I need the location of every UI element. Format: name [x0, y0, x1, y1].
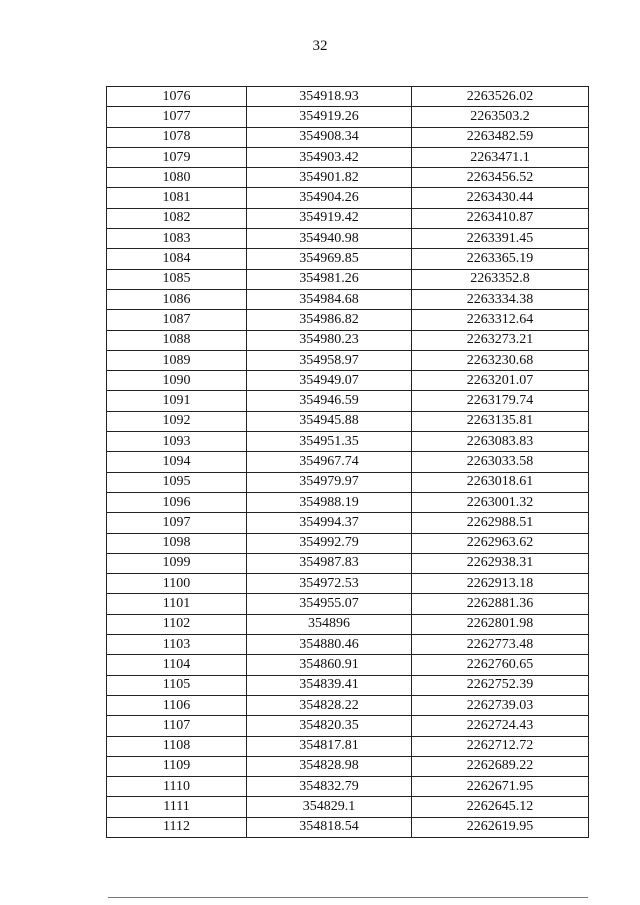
table-row: [107, 574, 589, 594]
point-number-cell: 1086: [107, 289, 247, 309]
y-coordinate-cell: 2263179.74: [412, 391, 589, 411]
x-coordinate-cell: 354820.35: [247, 716, 412, 736]
table-row: [107, 371, 589, 391]
x-coordinate-cell: 354817.81: [247, 736, 412, 756]
y-coordinate-cell: 2262752.39: [412, 675, 589, 695]
table-row: [107, 269, 589, 289]
point-number-cell: 1093: [107, 432, 247, 452]
point-number-cell: 1106: [107, 695, 247, 715]
point-number-cell: 1102: [107, 614, 247, 634]
y-coordinate-cell: 2263391.45: [412, 229, 589, 249]
x-coordinate-cell: 354908.34: [247, 127, 412, 147]
x-coordinate-cell: 354992.79: [247, 533, 412, 553]
y-coordinate-cell: 2263135.81: [412, 411, 589, 431]
table-row: [107, 350, 589, 370]
y-coordinate-cell: 2262724.43: [412, 716, 589, 736]
bottom-rule: [108, 897, 588, 898]
table-row: [107, 310, 589, 330]
point-number-cell: 1091: [107, 391, 247, 411]
table-row: [107, 797, 589, 817]
x-coordinate-cell: 354979.97: [247, 472, 412, 492]
table-row: [107, 229, 589, 249]
point-number-cell: 1098: [107, 533, 247, 553]
y-coordinate-cell: 2262988.51: [412, 513, 589, 533]
y-coordinate-cell: 2263273.21: [412, 330, 589, 350]
y-coordinate-cell: 2263526.02: [412, 87, 589, 107]
page-number: 32: [312, 38, 328, 54]
point-number-cell: 1088: [107, 330, 247, 350]
x-coordinate-cell: 354949.07: [247, 371, 412, 391]
table-row: [107, 107, 589, 127]
point-number-cell: 1111: [107, 797, 247, 817]
y-coordinate-cell: 2262712.72: [412, 736, 589, 756]
y-coordinate-cell: 2262938.31: [412, 553, 589, 573]
table-row: [107, 249, 589, 269]
point-number-cell: 1103: [107, 635, 247, 655]
table-row: [107, 391, 589, 411]
table-row: [107, 655, 589, 675]
x-coordinate-cell: 354988.19: [247, 492, 412, 512]
x-coordinate-cell: 354940.98: [247, 229, 412, 249]
point-number-cell: 1083: [107, 229, 247, 249]
point-number-cell: 1112: [107, 817, 247, 837]
y-coordinate-cell: 2263410.87: [412, 208, 589, 228]
y-coordinate-cell: 2262913.18: [412, 574, 589, 594]
table-row: [107, 756, 589, 776]
point-number-cell: 1101: [107, 594, 247, 614]
x-coordinate-cell: 354919.42: [247, 208, 412, 228]
x-coordinate-cell: 354981.26: [247, 269, 412, 289]
point-number-cell: 1089: [107, 350, 247, 370]
point-number-cell: 1081: [107, 188, 247, 208]
y-coordinate-cell: 2263365.19: [412, 249, 589, 269]
x-coordinate-cell: 354901.82: [247, 168, 412, 188]
point-number-cell: 1095: [107, 472, 247, 492]
x-coordinate-cell: 354951.35: [247, 432, 412, 452]
x-coordinate-cell: 354896: [247, 614, 412, 634]
point-number-cell: 1090: [107, 371, 247, 391]
table-row: [107, 472, 589, 492]
x-coordinate-cell: 354904.26: [247, 188, 412, 208]
point-number-cell: 1105: [107, 675, 247, 695]
x-coordinate-cell: 354918.93: [247, 87, 412, 107]
x-coordinate-cell: 354946.59: [247, 391, 412, 411]
y-coordinate-cell: 2263352.8: [412, 269, 589, 289]
table-row: [107, 330, 589, 350]
point-number-cell: 1099: [107, 553, 247, 573]
y-coordinate-cell: 2262645.12: [412, 797, 589, 817]
point-number-cell: 1110: [107, 777, 247, 797]
point-number-cell: 1080: [107, 168, 247, 188]
x-coordinate-cell: 354828.98: [247, 756, 412, 776]
table-row: [107, 432, 589, 452]
point-number-cell: 1108: [107, 736, 247, 756]
table-row: [107, 411, 589, 431]
table-row: [107, 289, 589, 309]
x-coordinate-cell: 354967.74: [247, 452, 412, 472]
table-row: [107, 168, 589, 188]
point-number-cell: 1094: [107, 452, 247, 472]
x-coordinate-cell: 354880.46: [247, 635, 412, 655]
table-row: [107, 675, 589, 695]
x-coordinate-cell: 354986.82: [247, 310, 412, 330]
x-coordinate-cell: 354980.23: [247, 330, 412, 350]
y-coordinate-cell: 2262760.65: [412, 655, 589, 675]
point-number-cell: 1085: [107, 269, 247, 289]
y-coordinate-cell: 2262739.03: [412, 695, 589, 715]
table-row: [107, 188, 589, 208]
point-number-cell: 1097: [107, 513, 247, 533]
coordinates-table: [106, 86, 589, 838]
table-row: [107, 777, 589, 797]
table-row: [107, 513, 589, 533]
coordinates-table-body: [107, 87, 589, 838]
table-row: [107, 533, 589, 553]
x-coordinate-cell: 354903.42: [247, 147, 412, 167]
point-number-cell: 1109: [107, 756, 247, 776]
x-coordinate-cell: 354919.26: [247, 107, 412, 127]
y-coordinate-cell: 2263430.44: [412, 188, 589, 208]
y-coordinate-cell: 2263334.38: [412, 289, 589, 309]
table-row: [107, 594, 589, 614]
point-number-cell: 1100: [107, 574, 247, 594]
y-coordinate-cell: 2263503.2: [412, 107, 589, 127]
x-coordinate-cell: 354860.91: [247, 655, 412, 675]
x-coordinate-cell: 354832.79: [247, 777, 412, 797]
x-coordinate-cell: 354818.54: [247, 817, 412, 837]
x-coordinate-cell: 354987.83: [247, 553, 412, 573]
y-coordinate-cell: 2263083.83: [412, 432, 589, 452]
y-coordinate-cell: 2262689.22: [412, 756, 589, 776]
x-coordinate-cell: 354969.85: [247, 249, 412, 269]
point-number-cell: 1087: [107, 310, 247, 330]
y-coordinate-cell: 2262963.62: [412, 533, 589, 553]
y-coordinate-cell: 2263018.61: [412, 472, 589, 492]
table-row: [107, 817, 589, 837]
y-coordinate-cell: 2263471.1: [412, 147, 589, 167]
table-row: [107, 492, 589, 512]
x-coordinate-cell: 354972.53: [247, 574, 412, 594]
x-coordinate-cell: 354945.88: [247, 411, 412, 431]
table-row: [107, 695, 589, 715]
y-coordinate-cell: 2262773.48: [412, 635, 589, 655]
x-coordinate-cell: 354955.07: [247, 594, 412, 614]
x-coordinate-cell: 354828.22: [247, 695, 412, 715]
y-coordinate-cell: 2263230.68: [412, 350, 589, 370]
x-coordinate-cell: 354958.97: [247, 350, 412, 370]
y-coordinate-cell: 2263482.59: [412, 127, 589, 147]
point-number-cell: 1092: [107, 411, 247, 431]
table-row: [107, 553, 589, 573]
point-number-cell: 1107: [107, 716, 247, 736]
y-coordinate-cell: 2262619.95: [412, 817, 589, 837]
point-number-cell: 1076: [107, 87, 247, 107]
point-number-cell: 1096: [107, 492, 247, 512]
y-coordinate-cell: 2263456.52: [412, 168, 589, 188]
y-coordinate-cell: 2263312.64: [412, 310, 589, 330]
y-coordinate-cell: 2263001.32: [412, 492, 589, 512]
table-row: [107, 147, 589, 167]
table-row: [107, 127, 589, 147]
table-row: [107, 208, 589, 228]
x-coordinate-cell: 354829.1: [247, 797, 412, 817]
point-number-cell: 1082: [107, 208, 247, 228]
table-row: [107, 635, 589, 655]
y-coordinate-cell: 2262801.98: [412, 614, 589, 634]
y-coordinate-cell: 2262881.36: [412, 594, 589, 614]
x-coordinate-cell: 354839.41: [247, 675, 412, 695]
table-row: [107, 87, 589, 107]
point-number-cell: 1078: [107, 127, 247, 147]
table-row: [107, 716, 589, 736]
table-row: [107, 452, 589, 472]
table-row: [107, 736, 589, 756]
y-coordinate-cell: 2263033.58: [412, 452, 589, 472]
y-coordinate-cell: 2263201.07: [412, 371, 589, 391]
point-number-cell: 1104: [107, 655, 247, 675]
x-coordinate-cell: 354984.68: [247, 289, 412, 309]
point-number-cell: 1077: [107, 107, 247, 127]
y-coordinate-cell: 2262671.95: [412, 777, 589, 797]
table-row: [107, 614, 589, 634]
point-number-cell: 1084: [107, 249, 247, 269]
point-number-cell: 1079: [107, 147, 247, 167]
x-coordinate-cell: 354994.37: [247, 513, 412, 533]
